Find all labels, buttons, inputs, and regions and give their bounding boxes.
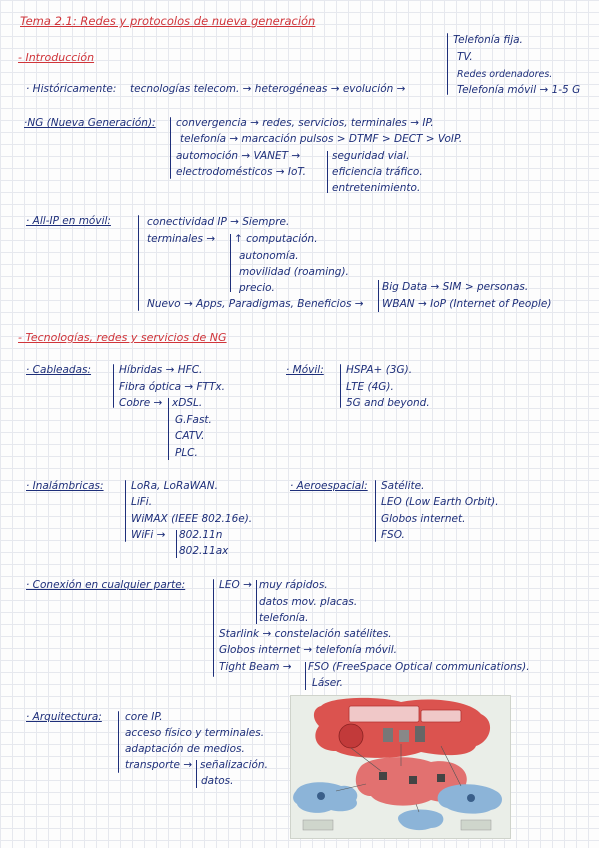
aero-item: Globos internet. [381,513,466,525]
allip-brace [138,215,139,311]
historico-chain: tecnologías telecom. → heterogéneas → evolución → [130,83,406,95]
cobre-item: xDSL. [172,397,203,409]
transporte-item: señalización. [200,759,268,771]
cableadas-item: Fibra óptica → FTTx. [119,381,225,393]
nuevo-bracket [378,280,379,312]
terminales-item: autonomía. [239,250,299,262]
aero-item: FSO. [381,529,405,541]
conexion-label: · Conexión en cualquier parte: [26,579,186,591]
aero-label: · Aeroespacial: [290,480,368,492]
aero-brace [375,480,376,542]
leo-bracket [256,580,257,624]
wifi-item: 802.11ax [179,545,229,557]
architecture-diagram-drawing [291,696,510,838]
vanet-item: entretenimiento. [332,182,421,194]
leo-item: muy rápidos. [259,579,328,591]
historico-label: · Históricamente: [26,83,117,95]
ng-line: telefonía → marcación pulsos > DTMF > DECT > VoIP. [180,133,463,145]
inalambricas-item: LiFi. [131,496,153,508]
ng-line: automoción → VANET → [176,150,301,162]
conexion-item: Starlink → constelación satélites. [219,628,392,640]
historico-item: TV. [457,51,473,63]
allip-line: conectividad IP → Siempre. [147,216,290,228]
cobre-item: G.Fast. [175,414,212,426]
allip-nuevo: Nuevo → Apps, Paradigmas, Beneficios → [147,298,364,310]
page-title: Tema 2.1: Redes y protocolos de nueva generación [20,14,316,28]
allip-label: · All-IP en móvil: [26,215,111,227]
conexion-brace [213,579,214,677]
inalambricas-brace [125,480,126,542]
tightbeam-item: FSO (FreeSpace Optical communications). [308,661,530,673]
vanet-item: seguridad vial. [332,150,410,162]
ng-label: ·NG (Nueva Generación): [24,117,156,129]
nuevo-item: Big Data → SIM > personas. [382,281,529,293]
cobre-item: CATV. [175,430,205,442]
historico-item: Telefonía fija. [453,34,523,46]
movil-item: LTE (4G). [346,381,394,393]
inalambricas-item: WiFi → [131,529,166,541]
cobre-item: PLC. [175,447,198,459]
movil-item: HSPA+ (3G). [346,364,413,376]
terminales-item: precio. [239,282,275,294]
tightbeam-text: Tight Beam → [219,661,292,673]
inalambricas-item: LoRa, LoRaWAN. [131,480,218,492]
section-heading-tecnologias: - Tecnologías, redes y servicios de NG [18,331,227,344]
ng-line: convergencia → redes, servicios, terminales → IP. [176,117,434,129]
terminales-bracket [230,234,231,292]
transporte-bracket [196,760,197,788]
terminales-item: movilidad (roaming). [239,266,349,278]
historico-brace [447,33,448,95]
aero-item: Satélite. [381,480,425,492]
conexion-item: Globos internet → telefonía móvil. [219,644,398,656]
wifi-item: 802.11n [179,529,223,541]
movil-item: 5G and beyond. [346,397,430,409]
cobre-bracket [168,398,169,460]
inalambricas-label: · Inalámbricas: [26,480,104,492]
aero-item: LEO (Low Earth Orbit). [381,496,499,508]
tightbeam-bracket [305,662,306,690]
cableadas-brace [113,364,114,408]
arq-item: adaptación de medios. [125,743,245,755]
nuevo-item: WBAN → IoP (Internet of People) [382,298,552,310]
leo-item: telefonía. [259,612,309,624]
leo-text: LEO → [219,579,252,591]
arq-item: core IP. [125,711,163,723]
cableadas-item: Híbridas → HFC. [119,364,203,376]
terminales-item: ↑ computación. [234,233,318,245]
section-heading-intro: - Introducción [18,51,95,64]
cableadas-item: Cobre → [119,397,163,409]
wifi-bracket [176,530,177,558]
arq-transporte: transporte → [125,759,193,771]
allip-terminales: terminales → [147,233,216,245]
architecture-diagram [290,695,511,839]
arq-item: acceso físico y terminales. [125,727,265,739]
historico-item: Telefonía móvil → 1-5 G [457,84,581,96]
inalambricas-item: WiMAX (IEEE 802.16e). [131,513,253,525]
vanet-bracket [327,151,328,193]
arquitectura-brace [118,711,119,773]
transporte-item: datos. [201,775,234,787]
ng-brace [170,117,171,179]
vanet-item: eficiencia tráfico. [332,166,423,178]
tightbeam-item: Láser. [312,677,343,689]
cableadas-label: · Cableadas: [26,364,92,376]
arquitectura-label: · Arquitectura: [26,711,102,723]
ng-line: electrodomésticos → IoT. [176,166,306,178]
leo-item: datos mov. placas. [259,596,358,608]
movil-label: · Móvil: [286,364,324,376]
movil-brace [340,364,341,408]
historico-item: Redes ordenadores. [457,69,553,80]
